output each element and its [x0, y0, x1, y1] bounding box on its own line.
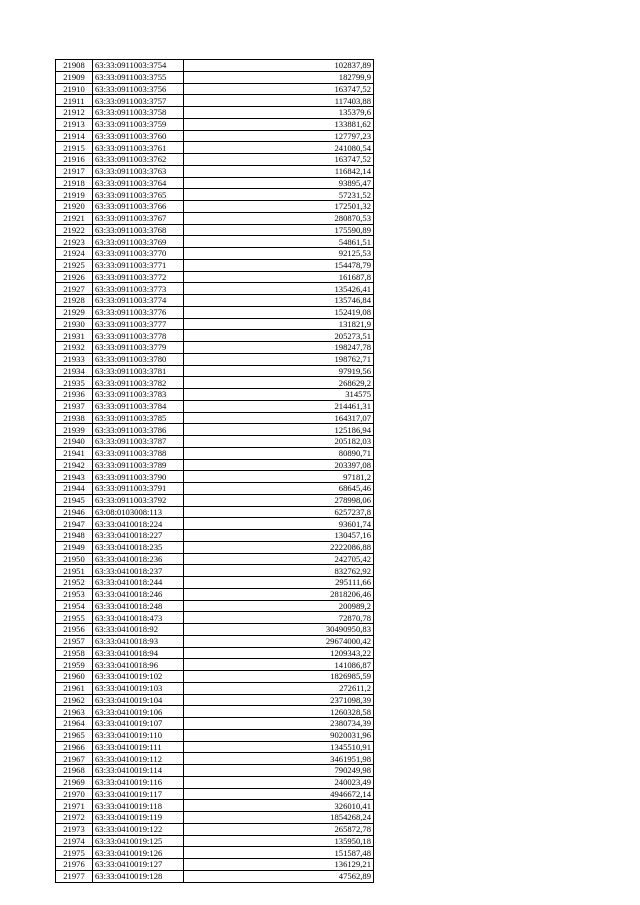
row-number-cell: 21942	[56, 459, 93, 471]
table-row	[56, 577, 374, 589]
value-cell: 1826985,59	[184, 671, 374, 683]
table-row	[56, 83, 374, 95]
value-cell: 9020031,96	[184, 729, 374, 741]
table-row	[56, 612, 374, 624]
table-row	[56, 400, 374, 412]
table-row	[56, 541, 374, 553]
value-cell: 278998,06	[184, 494, 374, 506]
table-row	[56, 424, 374, 436]
table-row	[56, 659, 374, 671]
row-number-cell: 21958	[56, 647, 93, 659]
table-row	[56, 518, 374, 530]
row-number-cell: 21917	[56, 165, 93, 177]
value-cell: 54861,51	[184, 236, 374, 248]
cadastral-number-cell: 63:33:0911003:3787	[93, 436, 184, 448]
value-cell: 203397,08	[184, 459, 374, 471]
cadastral-number-cell: 63:33:0410018:236	[93, 553, 184, 565]
row-number-cell: 21913	[56, 118, 93, 130]
table-row	[56, 118, 374, 130]
table-row	[56, 142, 374, 154]
cadastral-number-cell: 63:33:0911003:3756	[93, 83, 184, 95]
table-row	[56, 71, 374, 83]
table-row	[56, 530, 374, 542]
value-cell: 30490950,83	[184, 624, 374, 636]
table-row	[56, 130, 374, 142]
row-number-cell: 21962	[56, 694, 93, 706]
cadastral-number-cell: 63:33:0911003:3780	[93, 353, 184, 365]
cadastral-number-cell: 63:33:0911003:3761	[93, 142, 184, 154]
row-number-cell: 21974	[56, 835, 93, 847]
cadastral-number-cell: 63:33:0911003:3770	[93, 248, 184, 260]
table-row	[56, 412, 374, 424]
table-row	[56, 588, 374, 600]
table-row	[56, 459, 374, 471]
table-row	[56, 682, 374, 694]
value-cell: 240023,49	[184, 776, 374, 788]
value-cell: 3461951,98	[184, 753, 374, 765]
value-cell: 2371098,39	[184, 694, 374, 706]
table-row	[56, 389, 374, 401]
cadastral-number-cell: 63:33:0410019:125	[93, 835, 184, 847]
value-cell: 151587,48	[184, 847, 374, 859]
value-cell: 326010,41	[184, 800, 374, 812]
value-cell: 135426,41	[184, 283, 374, 295]
table-row	[56, 553, 374, 565]
cadastral-number-cell: 63:33:0410018:93	[93, 635, 184, 647]
row-number-cell: 21954	[56, 600, 93, 612]
row-number-cell: 21930	[56, 318, 93, 330]
value-cell: 1209343,22	[184, 647, 374, 659]
value-cell: 135379,6	[184, 107, 374, 119]
cadastral-number-cell: 63:33:0911003:3758	[93, 107, 184, 119]
table-row	[56, 835, 374, 847]
cadastral-number-cell: 63:33:0410018:473	[93, 612, 184, 624]
table-row	[56, 859, 374, 871]
cadastral-number-cell: 63:33:0410018:224	[93, 518, 184, 530]
cadastral-number-cell: 63:33:0410019:117	[93, 788, 184, 800]
row-number-cell: 21946	[56, 506, 93, 518]
table-row	[56, 342, 374, 354]
value-cell: 198247,78	[184, 342, 374, 354]
row-number-cell: 21961	[56, 682, 93, 694]
value-cell: 1854268,24	[184, 812, 374, 824]
value-cell: 265872,78	[184, 823, 374, 835]
value-cell: 205273,51	[184, 330, 374, 342]
row-number-cell: 21968	[56, 765, 93, 777]
table-row	[56, 330, 374, 342]
cadastral-number-cell: 63:33:0911003:3774	[93, 295, 184, 307]
row-number-cell: 21938	[56, 412, 93, 424]
row-number-cell: 21914	[56, 130, 93, 142]
table-row	[56, 483, 374, 495]
cadastral-number-cell: 63:33:0410019:118	[93, 800, 184, 812]
value-cell: 198762,71	[184, 353, 374, 365]
row-number-cell: 21939	[56, 424, 93, 436]
value-cell: 268629,2	[184, 377, 374, 389]
table-row	[56, 271, 374, 283]
table-row	[56, 154, 374, 166]
cadastral-number-cell: 63:33:0911003:3789	[93, 459, 184, 471]
cadastral-number-cell: 63:33:0911003:3782	[93, 377, 184, 389]
value-cell: 72870,78	[184, 612, 374, 624]
cadastral-number-cell: 63:33:0410019:122	[93, 823, 184, 835]
cadastral-number-cell: 63:33:0911003:3757	[93, 95, 184, 107]
table-row	[56, 107, 374, 119]
table-row	[56, 729, 374, 741]
cadastral-number-cell: 63:33:0410019:127	[93, 859, 184, 871]
row-number-cell: 21916	[56, 154, 93, 166]
table-row	[56, 471, 374, 483]
table-row	[56, 447, 374, 459]
value-cell: 116842,14	[184, 165, 374, 177]
row-number-cell: 21957	[56, 635, 93, 647]
row-number-cell: 21975	[56, 847, 93, 859]
value-cell: 790249,98	[184, 765, 374, 777]
table-row	[56, 694, 374, 706]
row-number-cell: 21933	[56, 353, 93, 365]
cadastral-number-cell: 63:33:0911003:3760	[93, 130, 184, 142]
row-number-cell: 21952	[56, 577, 93, 589]
row-number-cell: 21925	[56, 259, 93, 271]
value-cell: 214461,31	[184, 400, 374, 412]
table-row	[56, 189, 374, 201]
value-cell: 1345510,91	[184, 741, 374, 753]
row-number-cell: 21922	[56, 224, 93, 236]
cadastral-number-cell: 63:33:0911003:3790	[93, 471, 184, 483]
table-body	[56, 60, 374, 883]
cadastral-number-cell: 63:33:0410018:92	[93, 624, 184, 636]
cadastral-number-cell: 63:33:0410018:237	[93, 565, 184, 577]
row-number-cell: 21935	[56, 377, 93, 389]
row-number-cell: 21910	[56, 83, 93, 95]
row-number-cell: 21945	[56, 494, 93, 506]
row-number-cell: 21944	[56, 483, 93, 495]
value-cell: 295111,66	[184, 577, 374, 589]
cadastral-number-cell: 63:33:0911003:3773	[93, 283, 184, 295]
row-number-cell: 21970	[56, 788, 93, 800]
table-row	[56, 224, 374, 236]
table-row	[56, 306, 374, 318]
cadastral-number-cell: 63:33:0911003:3781	[93, 365, 184, 377]
row-number-cell: 21941	[56, 447, 93, 459]
row-number-cell: 21950	[56, 553, 93, 565]
table-row	[56, 177, 374, 189]
value-cell: 832762,92	[184, 565, 374, 577]
row-number-cell: 21936	[56, 389, 93, 401]
value-cell: 57231,52	[184, 189, 374, 201]
row-number-cell: 21969	[56, 776, 93, 788]
row-number-cell: 21947	[56, 518, 93, 530]
row-number-cell: 21951	[56, 565, 93, 577]
table-row	[56, 635, 374, 647]
cadastral-number-cell: 63:33:0410018:94	[93, 647, 184, 659]
row-number-cell: 21949	[56, 541, 93, 553]
cadastral-number-cell: 63:33:0911003:3785	[93, 412, 184, 424]
row-number-cell: 21923	[56, 236, 93, 248]
cadastral-number-cell: 63:33:0911003:3764	[93, 177, 184, 189]
row-number-cell: 21959	[56, 659, 93, 671]
table-row	[56, 600, 374, 612]
table-row	[56, 295, 374, 307]
table-row	[56, 812, 374, 824]
value-cell: 4946672,14	[184, 788, 374, 800]
value-cell: 135950,18	[184, 835, 374, 847]
cadastral-number-cell: 63:33:0911003:3766	[93, 201, 184, 213]
cadastral-number-cell: 63:33:0911003:3767	[93, 212, 184, 224]
cadastral-number-cell: 63:33:0410019:106	[93, 706, 184, 718]
cadastral-number-cell: 63:33:0911003:3762	[93, 154, 184, 166]
table-row	[56, 283, 374, 295]
table-row	[56, 212, 374, 224]
cadastral-number-cell: 63:33:0410018:235	[93, 541, 184, 553]
value-cell: 97181,2	[184, 471, 374, 483]
cadastral-number-cell: 63:33:0911003:3784	[93, 400, 184, 412]
row-number-cell: 21953	[56, 588, 93, 600]
table-row	[56, 318, 374, 330]
value-cell: 131821,9	[184, 318, 374, 330]
value-cell: 154478,79	[184, 259, 374, 271]
value-cell: 163747,52	[184, 154, 374, 166]
table-row	[56, 259, 374, 271]
value-cell: 68645,46	[184, 483, 374, 495]
value-cell: 130457,16	[184, 530, 374, 542]
table-row	[56, 847, 374, 859]
cadastral-number-cell: 63:33:0911003:3783	[93, 389, 184, 401]
row-number-cell: 21912	[56, 107, 93, 119]
value-cell: 125186,94	[184, 424, 374, 436]
row-number-cell: 21924	[56, 248, 93, 260]
value-cell: 242705,42	[184, 553, 374, 565]
cadastral-number-cell: 63:33:0410018:96	[93, 659, 184, 671]
row-number-cell: 21926	[56, 271, 93, 283]
row-number-cell: 21960	[56, 671, 93, 683]
cadastral-number-cell: 63:33:0911003:3755	[93, 71, 184, 83]
row-number-cell: 21977	[56, 870, 93, 882]
value-cell: 2818206,46	[184, 588, 374, 600]
table-row	[56, 870, 374, 882]
cadastral-number-cell: 63:33:0911003:3792	[93, 494, 184, 506]
cadastral-number-cell: 63:33:0911003:3791	[93, 483, 184, 495]
value-cell: 141086,87	[184, 659, 374, 671]
row-number-cell: 21964	[56, 718, 93, 730]
value-cell: 172501,32	[184, 201, 374, 213]
table-row	[56, 671, 374, 683]
cadastral-number-cell: 63:33:0911003:3776	[93, 306, 184, 318]
row-number-cell: 21948	[56, 530, 93, 542]
row-number-cell: 21919	[56, 189, 93, 201]
value-cell: 1260328,58	[184, 706, 374, 718]
row-number-cell: 21940	[56, 436, 93, 448]
table-row	[56, 788, 374, 800]
value-cell: 241080,54	[184, 142, 374, 154]
row-number-cell: 21972	[56, 812, 93, 824]
cadastral-number-cell: 63:33:0911003:3754	[93, 60, 184, 72]
row-number-cell: 21973	[56, 823, 93, 835]
table-row	[56, 718, 374, 730]
table-row	[56, 506, 374, 518]
cadastral-number-cell: 63:33:0911003:3786	[93, 424, 184, 436]
value-cell: 80890,71	[184, 447, 374, 459]
row-number-cell: 21908	[56, 60, 93, 72]
data-table	[55, 59, 374, 883]
cadastral-number-cell: 63:33:0911003:3765	[93, 189, 184, 201]
table-row	[56, 753, 374, 765]
table-row	[56, 494, 374, 506]
value-cell: 161687,8	[184, 271, 374, 283]
row-number-cell: 21918	[56, 177, 93, 189]
cadastral-number-cell: 63:33:0410019:107	[93, 718, 184, 730]
value-cell: 2222086,88	[184, 541, 374, 553]
table-row	[56, 624, 374, 636]
row-number-cell: 21955	[56, 612, 93, 624]
table-row	[56, 765, 374, 777]
row-number-cell: 21911	[56, 95, 93, 107]
row-number-cell: 21963	[56, 706, 93, 718]
value-cell: 6257237,8	[184, 506, 374, 518]
value-cell: 93601,74	[184, 518, 374, 530]
row-number-cell: 21967	[56, 753, 93, 765]
value-cell: 92125,53	[184, 248, 374, 260]
cadastral-number-cell: 63:33:0911003:3779	[93, 342, 184, 354]
value-cell: 97919,56	[184, 365, 374, 377]
table-row	[56, 800, 374, 812]
row-number-cell: 21921	[56, 212, 93, 224]
row-number-cell: 21932	[56, 342, 93, 354]
cadastral-number-cell: 63:33:0410018:248	[93, 600, 184, 612]
cadastral-number-cell: 63:33:0911003:3772	[93, 271, 184, 283]
value-cell: 280870,53	[184, 212, 374, 224]
value-cell: 127797,23	[184, 130, 374, 142]
value-cell: 135746,84	[184, 295, 374, 307]
table-row	[56, 647, 374, 659]
table-row	[56, 706, 374, 718]
cadastral-number-cell: 63:33:0410018:244	[93, 577, 184, 589]
value-cell: 152419,08	[184, 306, 374, 318]
row-number-cell: 21943	[56, 471, 93, 483]
cadastral-number-cell: 63:33:0410019:112	[93, 753, 184, 765]
cadastral-number-cell: 63:33:0911003:3771	[93, 259, 184, 271]
value-cell: 164317,07	[184, 412, 374, 424]
row-number-cell: 21929	[56, 306, 93, 318]
cadastral-number-cell: 63:08:0103008:113	[93, 506, 184, 518]
row-number-cell: 21966	[56, 741, 93, 753]
cadastral-number-cell: 63:33:0410019:126	[93, 847, 184, 859]
cadastral-number-cell: 63:33:0410019:119	[93, 812, 184, 824]
cadastral-number-cell: 63:33:0410018:227	[93, 530, 184, 542]
table-row	[56, 201, 374, 213]
value-cell: 93895,47	[184, 177, 374, 189]
value-cell: 314575	[184, 389, 374, 401]
cadastral-number-cell: 63:33:0911003:3769	[93, 236, 184, 248]
row-number-cell: 21931	[56, 330, 93, 342]
value-cell: 272611,2	[184, 682, 374, 694]
value-cell: 117403,88	[184, 95, 374, 107]
cadastral-number-cell: 63:33:0410019:103	[93, 682, 184, 694]
table-row	[56, 377, 374, 389]
table-row	[56, 741, 374, 753]
table-row	[56, 365, 374, 377]
value-cell: 102837,89	[184, 60, 374, 72]
cadastral-number-cell: 63:33:0410019:102	[93, 671, 184, 683]
table-row	[56, 95, 374, 107]
row-number-cell: 21915	[56, 142, 93, 154]
cadastral-number-cell: 63:33:0410019:128	[93, 870, 184, 882]
cadastral-number-cell: 63:33:0911003:3768	[93, 224, 184, 236]
cadastral-number-cell: 63:33:0911003:3778	[93, 330, 184, 342]
value-cell: 136129,21	[184, 859, 374, 871]
table-row	[56, 436, 374, 448]
cadastral-number-cell: 63:33:0911003:3777	[93, 318, 184, 330]
row-number-cell: 21909	[56, 71, 93, 83]
value-cell: 182799,9	[184, 71, 374, 83]
table-row	[56, 776, 374, 788]
cadastral-number-cell: 63:33:0410019:111	[93, 741, 184, 753]
row-number-cell: 21934	[56, 365, 93, 377]
row-number-cell: 21976	[56, 859, 93, 871]
value-cell: 205182,03	[184, 436, 374, 448]
row-number-cell: 21965	[56, 729, 93, 741]
cadastral-number-cell: 63:33:0911003:3763	[93, 165, 184, 177]
cadastral-number-cell: 63:33:0410019:114	[93, 765, 184, 777]
row-number-cell: 21920	[56, 201, 93, 213]
table-row	[56, 353, 374, 365]
cadastral-number-cell: 63:33:0911003:3788	[93, 447, 184, 459]
cadastral-number-cell: 63:33:0410019:104	[93, 694, 184, 706]
row-number-cell: 21927	[56, 283, 93, 295]
row-number-cell: 21971	[56, 800, 93, 812]
table-row	[56, 165, 374, 177]
table-row	[56, 60, 374, 72]
value-cell: 200989,2	[184, 600, 374, 612]
row-number-cell: 21937	[56, 400, 93, 412]
value-cell: 133881,62	[184, 118, 374, 130]
value-cell: 163747,52	[184, 83, 374, 95]
table-row	[56, 248, 374, 260]
row-number-cell: 21956	[56, 624, 93, 636]
row-number-cell: 21928	[56, 295, 93, 307]
table-row	[56, 565, 374, 577]
value-cell: 29674000,42	[184, 635, 374, 647]
cadastral-number-cell: 63:33:0410019:116	[93, 776, 184, 788]
cadastral-number-cell: 63:33:0410018:246	[93, 588, 184, 600]
value-cell: 175590,89	[184, 224, 374, 236]
table-row	[56, 236, 374, 248]
value-cell: 47562,89	[184, 870, 374, 882]
cadastral-number-cell: 63:33:0410019:110	[93, 729, 184, 741]
table-row	[56, 823, 374, 835]
value-cell: 2380734,39	[184, 718, 374, 730]
cadastral-number-cell: 63:33:0911003:3759	[93, 118, 184, 130]
